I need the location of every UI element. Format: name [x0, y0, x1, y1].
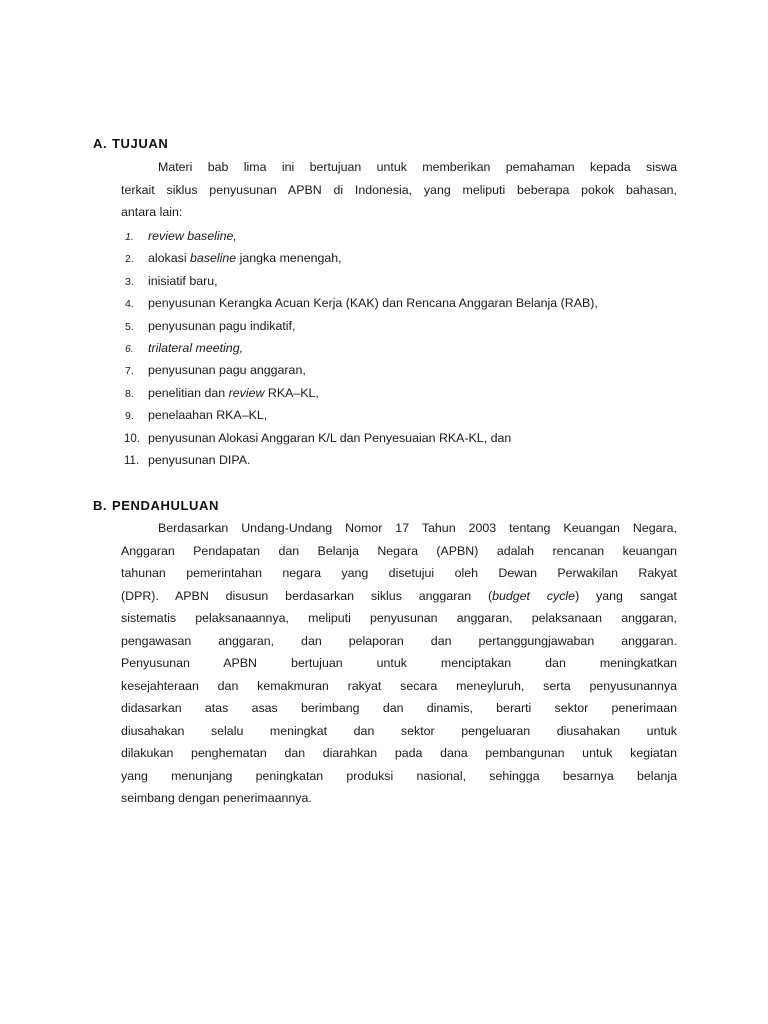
list-item-number: 9. [125, 410, 134, 423]
list-item [121, 427, 681, 449]
list-item-text-part: penyusunan pagu anggaran, [148, 363, 306, 378]
paragraph-line [121, 630, 677, 653]
list-item-number: 10. [124, 432, 140, 445]
list-item-italic-term: trilateral meeting, [148, 340, 244, 355]
section-a-letter: A. [93, 136, 108, 151]
list-item [121, 225, 681, 247]
list-item-text [148, 341, 243, 355]
paragraph-text-part: yang menunjang peningkatan produksi nasional, sehingga besarnya belanja [121, 768, 677, 783]
paragraph-line [121, 675, 677, 698]
paragraph-line [121, 697, 677, 720]
list-item-text-part: RKA–KL, [264, 385, 319, 400]
paragraph-italic-term: budget cycle [492, 588, 576, 603]
paragraph-text-part: kesejahteraan dan kemakmuran rakyat secara meneyluruh, serta penyusunannya [121, 678, 677, 693]
list-item-text [148, 408, 267, 422]
paragraph-line [121, 787, 677, 810]
paragraph-text-part: tahunan pemerintahan negara yang disetujui oleh Dewan Perwakilan Rakyat [121, 566, 677, 580]
paragraph-line [121, 765, 677, 788]
list-item-text [148, 431, 511, 445]
paragraph-line [121, 720, 677, 743]
list-item-number: 1. [125, 231, 134, 243]
list-item-text [148, 386, 319, 400]
list-item [121, 292, 681, 314]
list-item [121, 247, 681, 269]
paragraph-text-part: seimbang dengan penerimaannya. [121, 791, 312, 805]
paragraph-line: Materi bab lima ini bertujuan untuk memberikan pemahaman kepada siswa [158, 160, 677, 174]
list-item [121, 270, 681, 292]
list-item-italic-term: review baseline, [148, 229, 237, 243]
paragraph-line [121, 562, 677, 585]
list-item-text [148, 296, 598, 310]
paragraph-line [121, 585, 677, 608]
list-item-number: 4. [125, 298, 134, 311]
list-item-text-part: penelitian dan [148, 385, 229, 400]
section-a-title: TUJUAN [112, 136, 169, 151]
paragraph-text-part: didasarkan atas asas berimbang dan dinamis, berarti sektor penerimaan [121, 701, 677, 715]
list-item-number: 7. [125, 365, 134, 378]
paragraph-line [121, 540, 677, 563]
list-item [121, 315, 681, 337]
paragraph-text-part: Penyusunan APBN bertujuan untuk menciptakan dan meningkatkan [121, 656, 677, 670]
paragraph-text-part: Anggaran Pendapatan dan Belanja Negara (APBN) adalah rencanan keuangan [121, 543, 677, 558]
list-item-text [148, 251, 342, 265]
paragraph-text-part: sistematis pelaksanaannya, meliputi penyusunan anggaran, pelaksanaan anggaran, [121, 611, 677, 625]
list-item-text-part: penelaahan RKA–KL, [148, 408, 268, 423]
list-item-text-part: penyusunan DIPA. [148, 452, 251, 467]
list-item-number: 5. [125, 320, 134, 333]
paragraph-text-part: Berdasarkan Undang-Undang Nomor 17 Tahun 2003 tentang Keuangan Negara, [158, 521, 677, 535]
list-item-text [148, 229, 237, 243]
list-item-text [148, 319, 295, 333]
section-b-letter: B. [93, 498, 108, 513]
list-item-text [148, 363, 306, 377]
list-item-italic-term: baseline [190, 251, 237, 266]
section-b-title: PENDAHULUAN [112, 498, 219, 513]
list-item-text-part: jangka menengah, [236, 251, 342, 266]
list-item-text-part: inisiatif baru, [148, 273, 218, 288]
paragraph-text-part: pengawasan anggaran, dan pelaporan dan pertanggungjawaban anggaran. [121, 633, 677, 648]
list-item-text-part: penyusunan pagu indikatif, [148, 318, 296, 333]
list-item-number: 8. [125, 387, 134, 400]
section-b-heading [93, 498, 219, 513]
section-a-numbered-list [121, 225, 681, 471]
paragraph-text-part: ) yang sangat [575, 588, 677, 603]
list-item-number: 11. [124, 454, 140, 467]
list-item [121, 404, 681, 426]
list-item-text-part: penyusunan Kerangka Acuan Kerja (KAK) dan Rencana Anggaran Belanja (RAB), [148, 296, 598, 311]
list-item-number: 6. [125, 342, 134, 355]
list-item [121, 449, 681, 471]
paragraph-line [121, 607, 677, 630]
list-item-number: 2. [125, 253, 134, 266]
list-item-italic-term: review [228, 385, 265, 400]
section-b-paragraph [121, 517, 677, 810]
list-item [121, 382, 681, 404]
paragraph-text-part: (DPR). APBN disusun berdasarkan siklus anggaran ( [121, 588, 493, 603]
section-a-intro-paragraph [121, 156, 677, 224]
list-item-text [148, 274, 218, 288]
list-item-text-part: alokasi [148, 251, 191, 266]
list-item [121, 337, 681, 359]
paragraph-line: terkait siklus penyusunan APBN di Indonesia, yang meliputi beberapa pokok bahasan, [121, 182, 677, 197]
list-item-number: 3. [125, 275, 134, 288]
list-item [121, 359, 681, 381]
paragraph-line [121, 517, 677, 540]
paragraph-text-part: diusahakan selalu meningkat dan sektor pengeluaran diusahakan untuk [121, 723, 677, 738]
paragraph-line: antara lain: [121, 205, 183, 219]
list-item-text [148, 453, 250, 467]
paragraph-line [121, 742, 677, 765]
paragraph-line [121, 652, 677, 675]
section-a-heading [93, 136, 168, 151]
list-item-text-part: penyusunan Alokasi Anggaran K/L dan Penyesuaian RKA-KL, dan [148, 430, 512, 445]
paragraph-text-part: dilakukan penghematan dan diarahkan pada dana pembangunan untuk kegiatan [121, 746, 677, 760]
